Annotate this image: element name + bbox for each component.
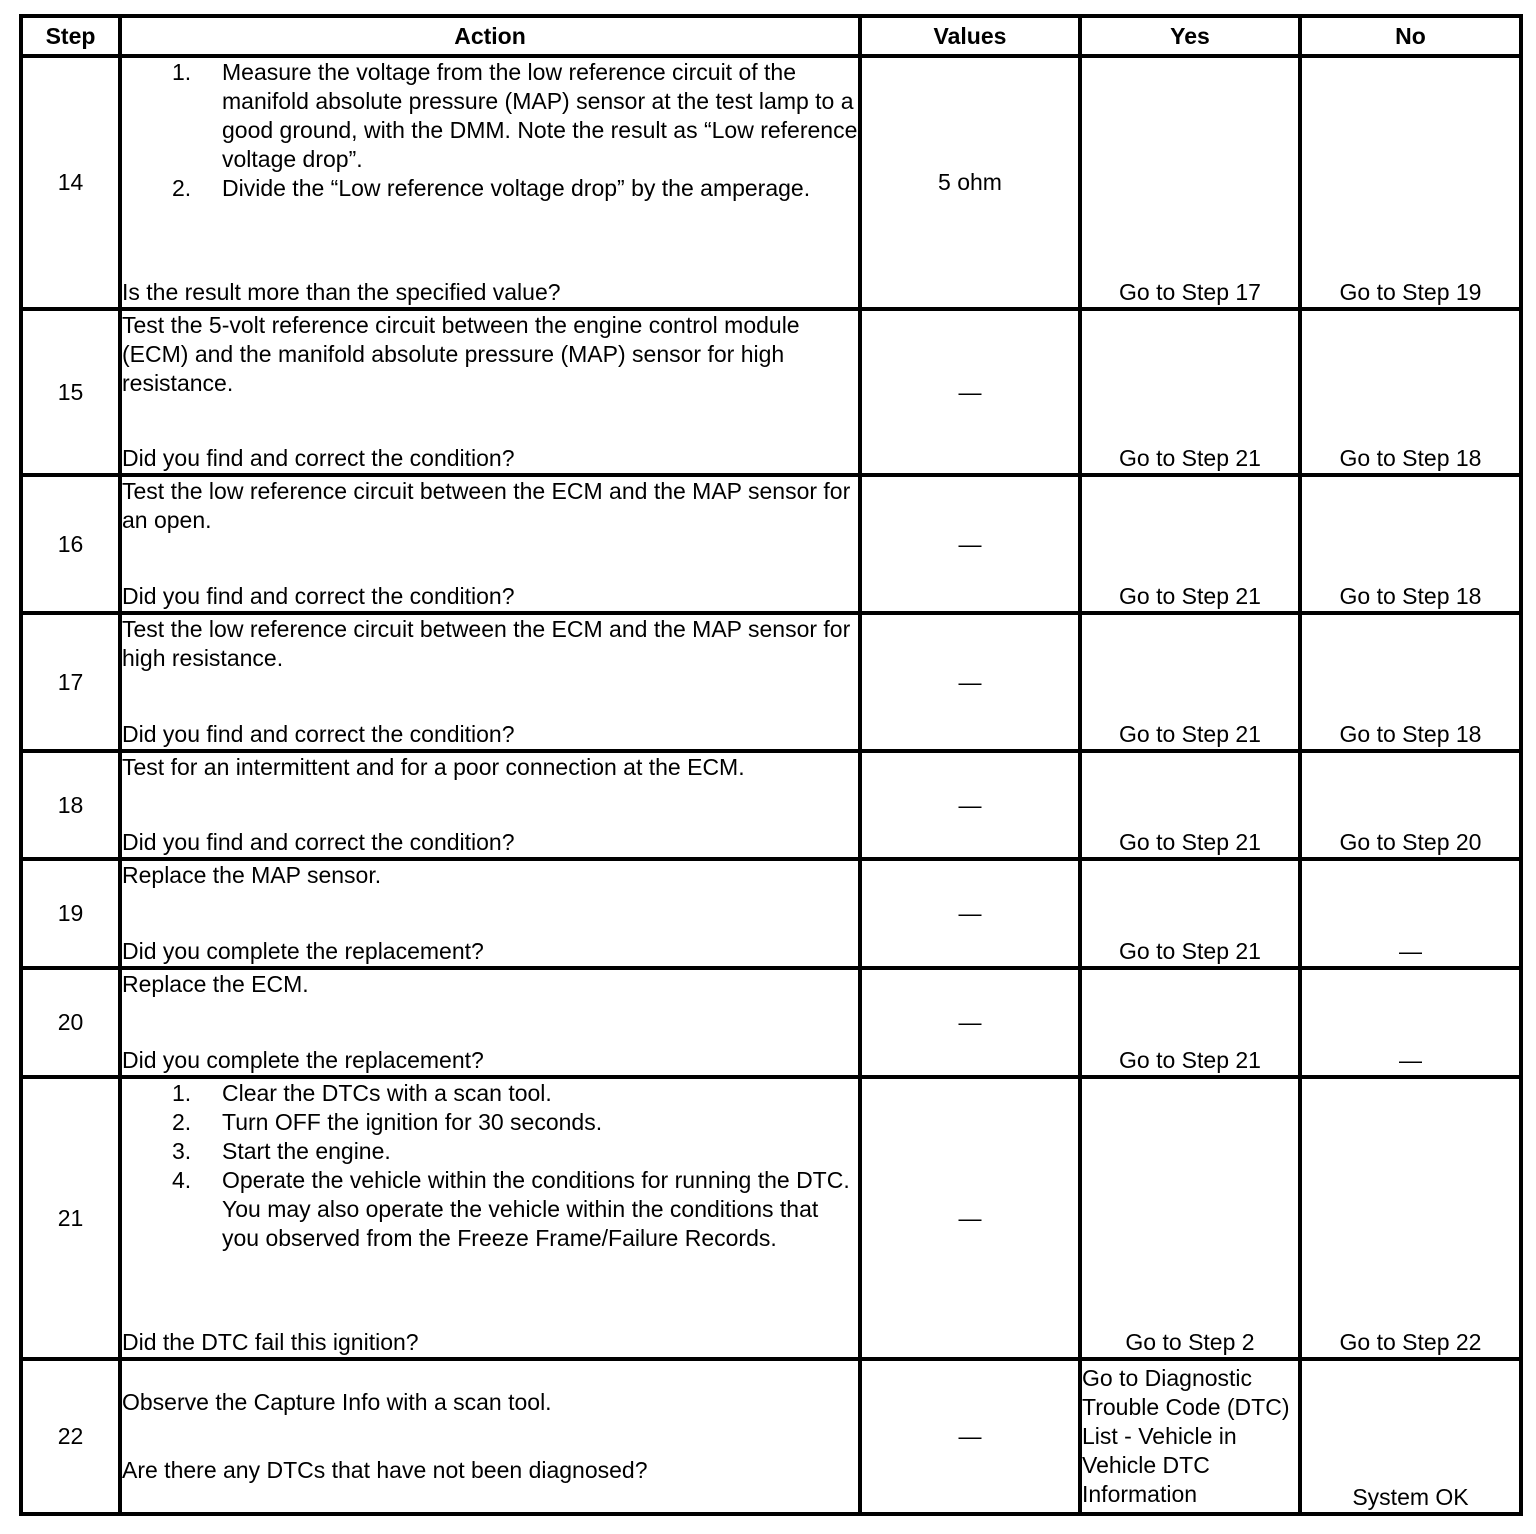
table-row (21, 751, 1521, 859)
table-row (21, 1359, 1521, 1514)
list-number: 1. (172, 1080, 192, 1106)
action-text: Test the low reference circuit between the ECM and the MAP sensor for an open. (122, 478, 851, 533)
no-cell: Go to Step 18 (1300, 309, 1521, 475)
action-question: Did you complete the replacement? (122, 938, 484, 964)
value-cell: — (860, 859, 1080, 968)
table-row (21, 613, 1521, 751)
value-cell: — (860, 613, 1080, 751)
list-text: Measure the voltage from the low reference circuit of the manifold absolute pressure (MAP) sensor at the test lamp to a good ground, with the DMM. Note the result as “Low reference voltage drop”. (222, 59, 858, 172)
yes-cell: Go to Step 21 (1080, 859, 1300, 968)
list-text: Turn OFF the ignition for 30 seconds. (222, 1109, 603, 1135)
table-row (21, 56, 1521, 309)
action-text: Test for an intermittent and for a poor connection at the ECM. (122, 754, 745, 780)
action-question: Did you find and correct the condition? (122, 721, 515, 747)
action-question: Did you find and correct the condition? (122, 445, 515, 471)
step-number: 15 (21, 309, 120, 475)
action-cell (120, 859, 860, 968)
yes-cell: Go to Step 21 (1080, 613, 1300, 751)
action-cell (120, 1359, 860, 1514)
action-cell (120, 309, 860, 475)
list-text: Divide the “Low reference voltage drop” by the amperage. (222, 175, 811, 201)
action-text: Test the 5-volt reference circuit between the engine control module (ECM) and the manifold absolute pressure (MAP) sensor for high resistance. (122, 312, 800, 396)
value-cell: — (860, 1359, 1080, 1514)
action-text: Replace the ECM. (122, 971, 309, 997)
yes-cell: Go to Step 21 (1080, 751, 1300, 859)
list-text: Operate the vehicle within the conditions for running the DTC. You may also operate the vehicle within the conditions that you observed from the Freeze Frame/Failure Records. (222, 1167, 850, 1251)
action-cell (120, 751, 860, 859)
value-cell: — (860, 1077, 1080, 1359)
no-cell: — (1300, 968, 1521, 1077)
list-item (122, 174, 858, 203)
step-number: 17 (21, 613, 120, 751)
list-number: 3. (172, 1138, 192, 1164)
no-cell: Go to Step 18 (1300, 475, 1521, 613)
step-number: 18 (21, 751, 120, 859)
step-number: 14 (21, 56, 120, 309)
value-cell: — (860, 968, 1080, 1077)
header-action: Action (120, 16, 860, 56)
header-no: No (1300, 16, 1521, 56)
step-number: 20 (21, 968, 120, 1077)
action-steps (122, 58, 858, 203)
action-text: Test the low reference circuit between the ECM and the MAP sensor for high resistance. (122, 616, 851, 671)
action-cell (120, 475, 860, 613)
value-cell: — (860, 751, 1080, 859)
action-cell (120, 1077, 860, 1359)
action-steps (122, 1079, 858, 1253)
table-row (21, 475, 1521, 613)
step-number: 22 (21, 1359, 120, 1514)
yes-cell: Go to Step 17 (1080, 56, 1300, 309)
value-cell: — (860, 475, 1080, 613)
list-text: Clear the DTCs with a scan tool. (222, 1080, 552, 1106)
list-number: 1. (172, 59, 192, 85)
action-question: Did you find and correct the condition? (122, 583, 515, 609)
action-cell (120, 613, 860, 751)
action-text: Observe the Capture Info with a scan tool. (122, 1389, 552, 1415)
value-cell: — (860, 309, 1080, 475)
yes-cell: Go to Step 21 (1080, 968, 1300, 1077)
value-cell: 5 ohm (860, 56, 1080, 309)
header-row (21, 16, 1521, 56)
header-values: Values (860, 16, 1080, 56)
step-number: 21 (21, 1077, 120, 1359)
list-item (122, 1108, 858, 1137)
yes-cell: Go to Step 2 (1080, 1077, 1300, 1359)
list-item (122, 1166, 858, 1253)
action-question: Is the result more than the specified value? (122, 279, 561, 305)
list-item (122, 1079, 858, 1108)
yes-cell: Go to Step 21 (1080, 309, 1300, 475)
action-cell (120, 56, 860, 309)
table-row (21, 1077, 1521, 1359)
yes-cell: Go to Diagnostic Trouble Code (DTC) List - Vehicle in Vehicle DTC Information (1080, 1359, 1300, 1514)
list-text: Start the engine. (222, 1138, 391, 1164)
list-number: 4. (172, 1167, 192, 1193)
header-step: Step (21, 16, 120, 56)
action-cell (120, 968, 860, 1077)
no-cell: Go to Step 20 (1300, 751, 1521, 859)
action-question: Did you find and correct the condition? (122, 829, 515, 855)
step-number: 19 (21, 859, 120, 968)
list-item (122, 58, 858, 174)
table-row (21, 309, 1521, 475)
list-item (122, 1137, 858, 1166)
table-row (21, 968, 1521, 1077)
list-number: 2. (172, 1109, 192, 1135)
no-cell: — (1300, 859, 1521, 968)
action-question: Did the DTC fail this ignition? (122, 1329, 419, 1355)
no-cell: System OK (1300, 1359, 1521, 1514)
header-yes: Yes (1080, 16, 1300, 56)
action-question: Are there any DTCs that have not been diagnosed? (122, 1457, 648, 1483)
yes-cell: Go to Step 21 (1080, 475, 1300, 613)
table-row (21, 859, 1521, 968)
action-text: Replace the MAP sensor. (122, 862, 382, 888)
no-cell: Go to Step 18 (1300, 613, 1521, 751)
action-question: Did you complete the replacement? (122, 1047, 484, 1073)
diagnostic-table (19, 14, 1523, 1516)
no-cell: Go to Step 22 (1300, 1077, 1521, 1359)
list-number: 2. (172, 175, 192, 201)
no-cell: Go to Step 19 (1300, 56, 1521, 309)
step-number: 16 (21, 475, 120, 613)
